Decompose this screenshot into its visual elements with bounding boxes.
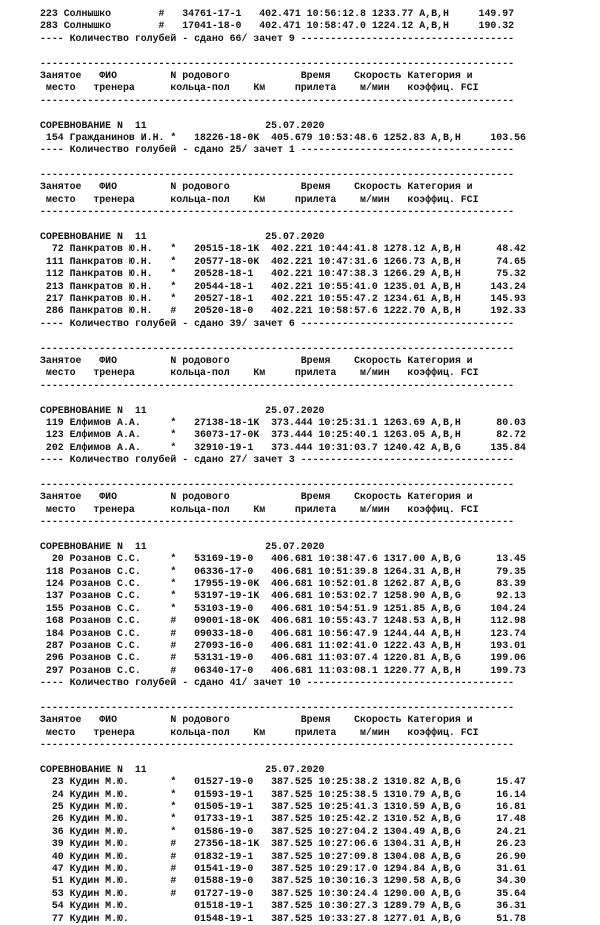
table-header xyxy=(40,343,600,393)
result-row: 36 Кудин М.Ю. * 01586-19-0 387.525 10:27:04.2 1304.49 A,B,G 24.21 xyxy=(40,825,526,837)
result-row: 24 Кудин М.Ю. * 01593-19-1 387.525 10:25:38.5 1310.79 A,B,G 16.14 xyxy=(40,788,526,800)
header-line-2: место тренера кольца-пол Км прилета м/мин коэффиц. FCI xyxy=(40,503,479,515)
result-row: 296 Розанов С.С. # 53131-19-0 406.681 11:03:07.4 1220.81 A,B,G 199.06 xyxy=(40,652,526,664)
summary-line: ---- Количество голубей - сдано 27/ зачет 3 ------------------------------------ xyxy=(40,454,515,466)
header-line-1: Занятое ФИО N родового Время Скорость Категория и xyxy=(40,354,473,366)
table-header xyxy=(40,702,600,752)
competition-title: СОРЕВНОВАНИЕ N 11 25.07.2020 xyxy=(40,763,325,775)
spacer xyxy=(40,157,600,169)
summary-line: ---- Количество голубей - сдано 25/ зачет 1 ------------------------------------ xyxy=(40,144,515,156)
separator-line: -------------------------------------------------------------------------------- xyxy=(40,169,515,181)
summary-line: ---- Количество голубей - сдано 66/ зачет 9 ------------------------------------ xyxy=(40,32,515,44)
result-row: 223 Солнышко # 34761-17-1 402.471 10:56:12.8 1233.77 A,B,H 149.97 xyxy=(40,8,515,19)
competition-title: СОРЕВНОВАНИЕ N 11 25.07.2020 xyxy=(40,119,325,131)
spacer xyxy=(40,45,600,57)
summary-line: ---- Количество голубей - сдано 39/ зачет 6 ------------------------------------ xyxy=(40,317,515,329)
separator-line: -------------------------------------------------------------------------------- xyxy=(40,342,515,354)
result-row: 286 Панкратов Ю.Н. # 20520-18-0 402.221 10:58:57.6 1222.70 A,B,H 192.33 xyxy=(40,305,526,317)
result-row: 53 Кудин М.Ю. # 01727-19-0 387.525 10:30:24.4 1290.00 A,B,G 35.64 xyxy=(40,887,526,899)
competition-title: СОРЕВНОВАНИЕ N 11 25.07.2020 xyxy=(40,540,325,552)
spacer xyxy=(40,330,600,342)
result-row: 72 Панкратов Ю.Н. * 20515-18-1K 402.221 10:44:41.8 1278.12 A,B,H 48.42 xyxy=(40,243,526,255)
result-row: 47 Кудин М.Ю. # 01541-19-0 387.525 10:29:17.0 1294.84 A,B,G 31.61 xyxy=(40,862,526,874)
section-grazhdaninov xyxy=(40,120,600,157)
separator-line: -------------------------------------------------------------------------------- xyxy=(40,478,515,490)
separator-line: -------------------------------------------------------------------------------- xyxy=(40,206,515,218)
result-row: 213 Панкратов Ю.Н. * 20544-18-1 402.221 10:55:41.0 1235.01 A,B,H 143.24 xyxy=(40,280,526,292)
table-header xyxy=(40,479,600,529)
result-row: 40 Кудин М.Ю. # 01832-19-1 387.525 10:27:09.8 1304.08 A,B,G 26.90 xyxy=(40,850,526,862)
result-row: 283 Солнышко # 17041-18-0 402.471 10:58:47.0 1224.12 A,B,H 190.32 xyxy=(40,20,515,32)
separator-line: -------------------------------------------------------------------------------- xyxy=(40,701,515,713)
section-pankratov xyxy=(40,231,600,330)
result-row: 118 Розанов С.С. * 06336-17-0 406.681 10:51:39.8 1264.31 A,B,H 79.35 xyxy=(40,565,526,577)
separator-line: -------------------------------------------------------------------------------- xyxy=(40,94,515,106)
result-row: 111 Панкратов Ю.Н. * 20577-18-0K 402.221 10:47:31.6 1266.73 A,B,H 74.65 xyxy=(40,255,526,267)
result-row: 23 Кудин М.Ю. * 01527-19-0 387.525 10:25:38.2 1310.82 A,B,G 15.47 xyxy=(40,776,526,788)
result-row: 287 Розанов С.С. # 27093-16-0 406.681 11:02:41.0 1222.43 A,B,H 193.01 xyxy=(40,639,526,651)
result-row: 123 Елфимов А.А. * 36073-17-0K 373.444 10:25:40.1 1263.05 A,B,H 82.72 xyxy=(40,429,526,441)
table-header xyxy=(40,169,600,219)
spacer xyxy=(40,528,600,540)
result-row: 168 Розанов С.С. # 09001-18-0K 406.681 10:55:43.7 1248.53 A,B,H 112.98 xyxy=(40,615,526,627)
header-line-2: место тренера кольца-пол Км прилета м/мин коэффиц. FCI xyxy=(40,726,479,738)
header-line-1: Занятое ФИО N родового Время Скорость Категория и xyxy=(40,714,473,726)
result-row: 184 Розанов С.С. # 09033-18-0 406.681 10:56:47.9 1244.44 A,B,H 123.74 xyxy=(40,627,526,639)
result-row: 39 Кудин М.Ю. # 27356-18-1K 387.525 10:27:06.6 1304.31 A,B,H 26.23 xyxy=(40,838,526,850)
result-row: 119 Елфимов А.А. * 27138-18-1K 373.444 10:25:31.1 1263.69 A,B,H 80.03 xyxy=(40,416,526,428)
header-line-1: Занятое ФИО N родового Время Скорость Категория и xyxy=(40,181,473,193)
result-row: 217 Панкратов Ю.Н. * 20527-18-1 402.221 10:55:47.2 1234.61 A,B,H 145.93 xyxy=(40,292,526,304)
result-row: 112 Панкратов Ю.Н. * 20528-18-1 402.221 10:47:38.3 1266.29 A,B,H 75.32 xyxy=(40,268,526,280)
competition-title: СОРЕВНОВАНИЕ N 11 25.07.2020 xyxy=(40,404,325,416)
header-line-2: место тренера кольца-пол Км прилета м/мин коэффиц. FCI xyxy=(40,193,479,205)
spacer xyxy=(40,466,600,478)
result-row: 54 Кудин М.Ю. 01518-19-1 387.525 10:30:27.3 1289.79 A,B,G 36.31 xyxy=(40,900,526,912)
results-document xyxy=(40,8,600,925)
separator-line: -------------------------------------------------------------------------------- xyxy=(40,739,515,751)
result-row: 202 Елфимов А.А. * 32910-19-1 373.444 10:31:03.7 1240.42 A,B,G 135.84 xyxy=(40,441,526,453)
header-line-2: место тренера кольца-пол Км прилета м/мин коэффиц. FCI xyxy=(40,367,479,379)
separator-line: -------------------------------------------------------------------------------- xyxy=(40,57,515,69)
result-row: 25 Кудин М.Ю. * 01505-19-1 387.525 10:25:41.3 1310.59 A,B,G 16.81 xyxy=(40,801,526,812)
competition-title: СОРЕВНОВАНИЕ N 11 25.07.2020 xyxy=(40,231,325,243)
section-tail-solnyshko xyxy=(40,8,600,45)
result-row: 297 Розанов С.С. # 06340-17-0 406.681 11:03:08.1 1220.77 A,B,H 199.73 xyxy=(40,664,526,676)
result-row: 20 Розанов С.С. * 53169-19-0 406.681 10:38:47.6 1317.00 A,B,G 13.45 xyxy=(40,553,526,565)
spacer xyxy=(40,689,600,701)
header-line-1: Занятое ФИО N родового Время Скорость Категория и xyxy=(40,491,473,503)
spacer xyxy=(40,107,600,119)
result-row: 26 Кудин М.Ю. * 01733-19-1 387.525 10:25:42.2 1310.52 A,B,G 17.48 xyxy=(40,813,526,825)
section-rozanov xyxy=(40,541,600,690)
spacer xyxy=(40,392,600,404)
table-header xyxy=(40,58,600,108)
separator-line: -------------------------------------------------------------------------------- xyxy=(40,379,515,391)
result-row: 77 Кудин М.Ю. 01548-19-1 387.525 10:33:27.8 1277.01 A,B,G 51.78 xyxy=(40,912,526,924)
spacer xyxy=(40,751,600,763)
result-row: 124 Розанов С.С. * 17955-19-0K 406.681 10:52:01.8 1262.87 A,B,G 83.39 xyxy=(40,577,526,589)
result-row: 154 Гражданинов И.Н. * 18226-18-0K 405.679 10:53:48.6 1252.83 A,B,H 103.56 xyxy=(40,131,526,143)
result-row: 155 Розанов С.С. * 53103-19-0 406.681 10:54:51.9 1251.85 A,B,G 104.24 xyxy=(40,602,526,614)
result-row: 51 Кудин М.Ю. # 01588-19-0 387.525 10:30:16.3 1290.58 A,B,G 34.30 xyxy=(40,875,526,887)
section-kudin xyxy=(40,764,600,925)
header-line-1: Занятое ФИО N родового Время Скорость Категория и xyxy=(40,69,473,81)
section-elfimov xyxy=(40,405,600,467)
header-line-2: место тренера кольца-пол Км прилета м/мин коэффиц. FCI xyxy=(40,82,479,94)
spacer xyxy=(40,219,600,231)
separator-line: -------------------------------------------------------------------------------- xyxy=(40,516,515,528)
summary-line: ---- Количество голубей - сдано 41/ зачет 10 ----------------------------------- xyxy=(40,677,515,689)
result-row: 137 Розанов С.С. * 53197-19-1K 406.681 10:53:02.7 1258.90 A,B,G 92.13 xyxy=(40,590,526,602)
